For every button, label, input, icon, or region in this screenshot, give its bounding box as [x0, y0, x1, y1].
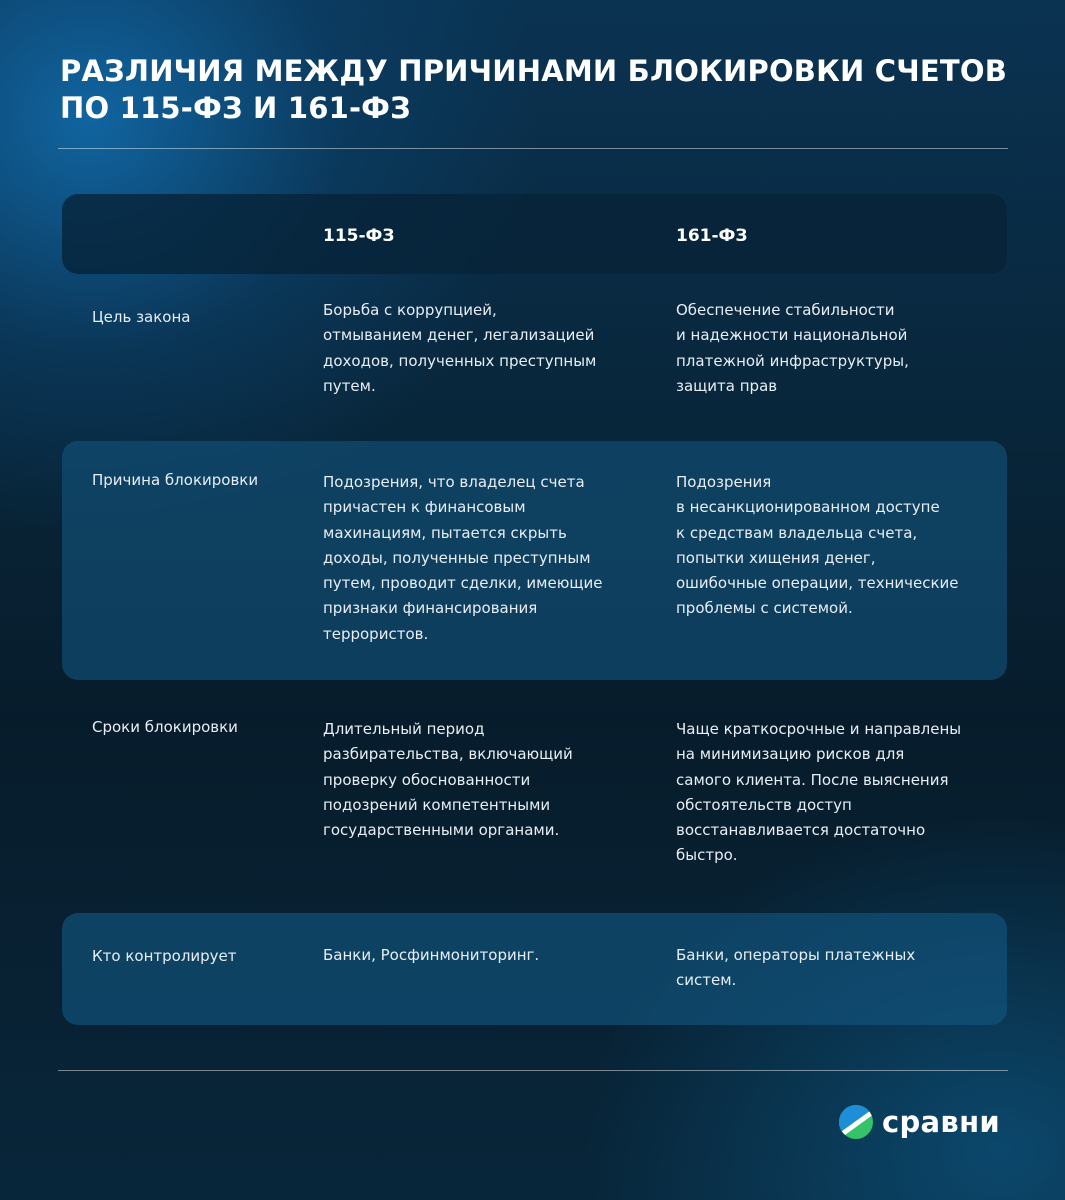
page-title: РАЗЛИЧИЯ МЕЖДУ ПРИЧИНАМИ БЛОКИРОВКИ СЧЕТОВ ПО 115-ФЗ И 161-ФЗ	[60, 54, 1008, 125]
cell-controller-115: Банки, Росфинмониторинг.	[323, 946, 540, 964]
bottom-divider	[58, 1070, 1008, 1071]
top-divider	[58, 148, 1008, 149]
logo-text: сравни	[882, 1105, 1001, 1139]
column-header-115: 115-ФЗ	[323, 226, 395, 246]
row-label-terms: Сроки блокировки	[92, 718, 238, 736]
row-label-reason: Причина блокировки	[92, 471, 259, 489]
sravni-logo	[838, 1104, 1000, 1140]
row-label-controller: Кто контролирует	[92, 947, 237, 965]
row-label-goal: Цель закона	[92, 308, 191, 326]
column-header-161: 161-ФЗ	[676, 226, 748, 246]
cell-reason-115: Подозрения, что владелец счета причастен к финансовым махинациям, пытается скрыть доходы, полученные преступным путем, проводит сделки, имеющие признаки финансирования террористов.	[323, 473, 603, 643]
cell-goal-115: Борьба с коррупцией, отмыванием денег, легализацией доходов, полученных преступным путем.	[323, 301, 597, 395]
cell-controller-161: Банки, операторы платежных систем.	[676, 946, 916, 990]
cell-goal-161: Обеспечение стабильности и надежности национальной платежной инфраструктуры, защита прав	[676, 301, 909, 395]
sravni-logo-icon	[838, 1104, 874, 1140]
cell-reason-161: Подозрения в несанкционированном доступе к средствам владельца счета, попытки хищения денег, ошибочные операции, технические проблемы с системой.	[676, 473, 959, 618]
cell-terms-161: Чаще краткосрочные и направлены на минимизацию рисков для самого клиента. После выяснения обстоятельств доступ восстанавливается достаточно быстро.	[676, 720, 962, 865]
cell-terms-115: Длительный период разбирательства, включающий проверку обоснованности подозрений компетентными государственными органами.	[323, 720, 573, 840]
